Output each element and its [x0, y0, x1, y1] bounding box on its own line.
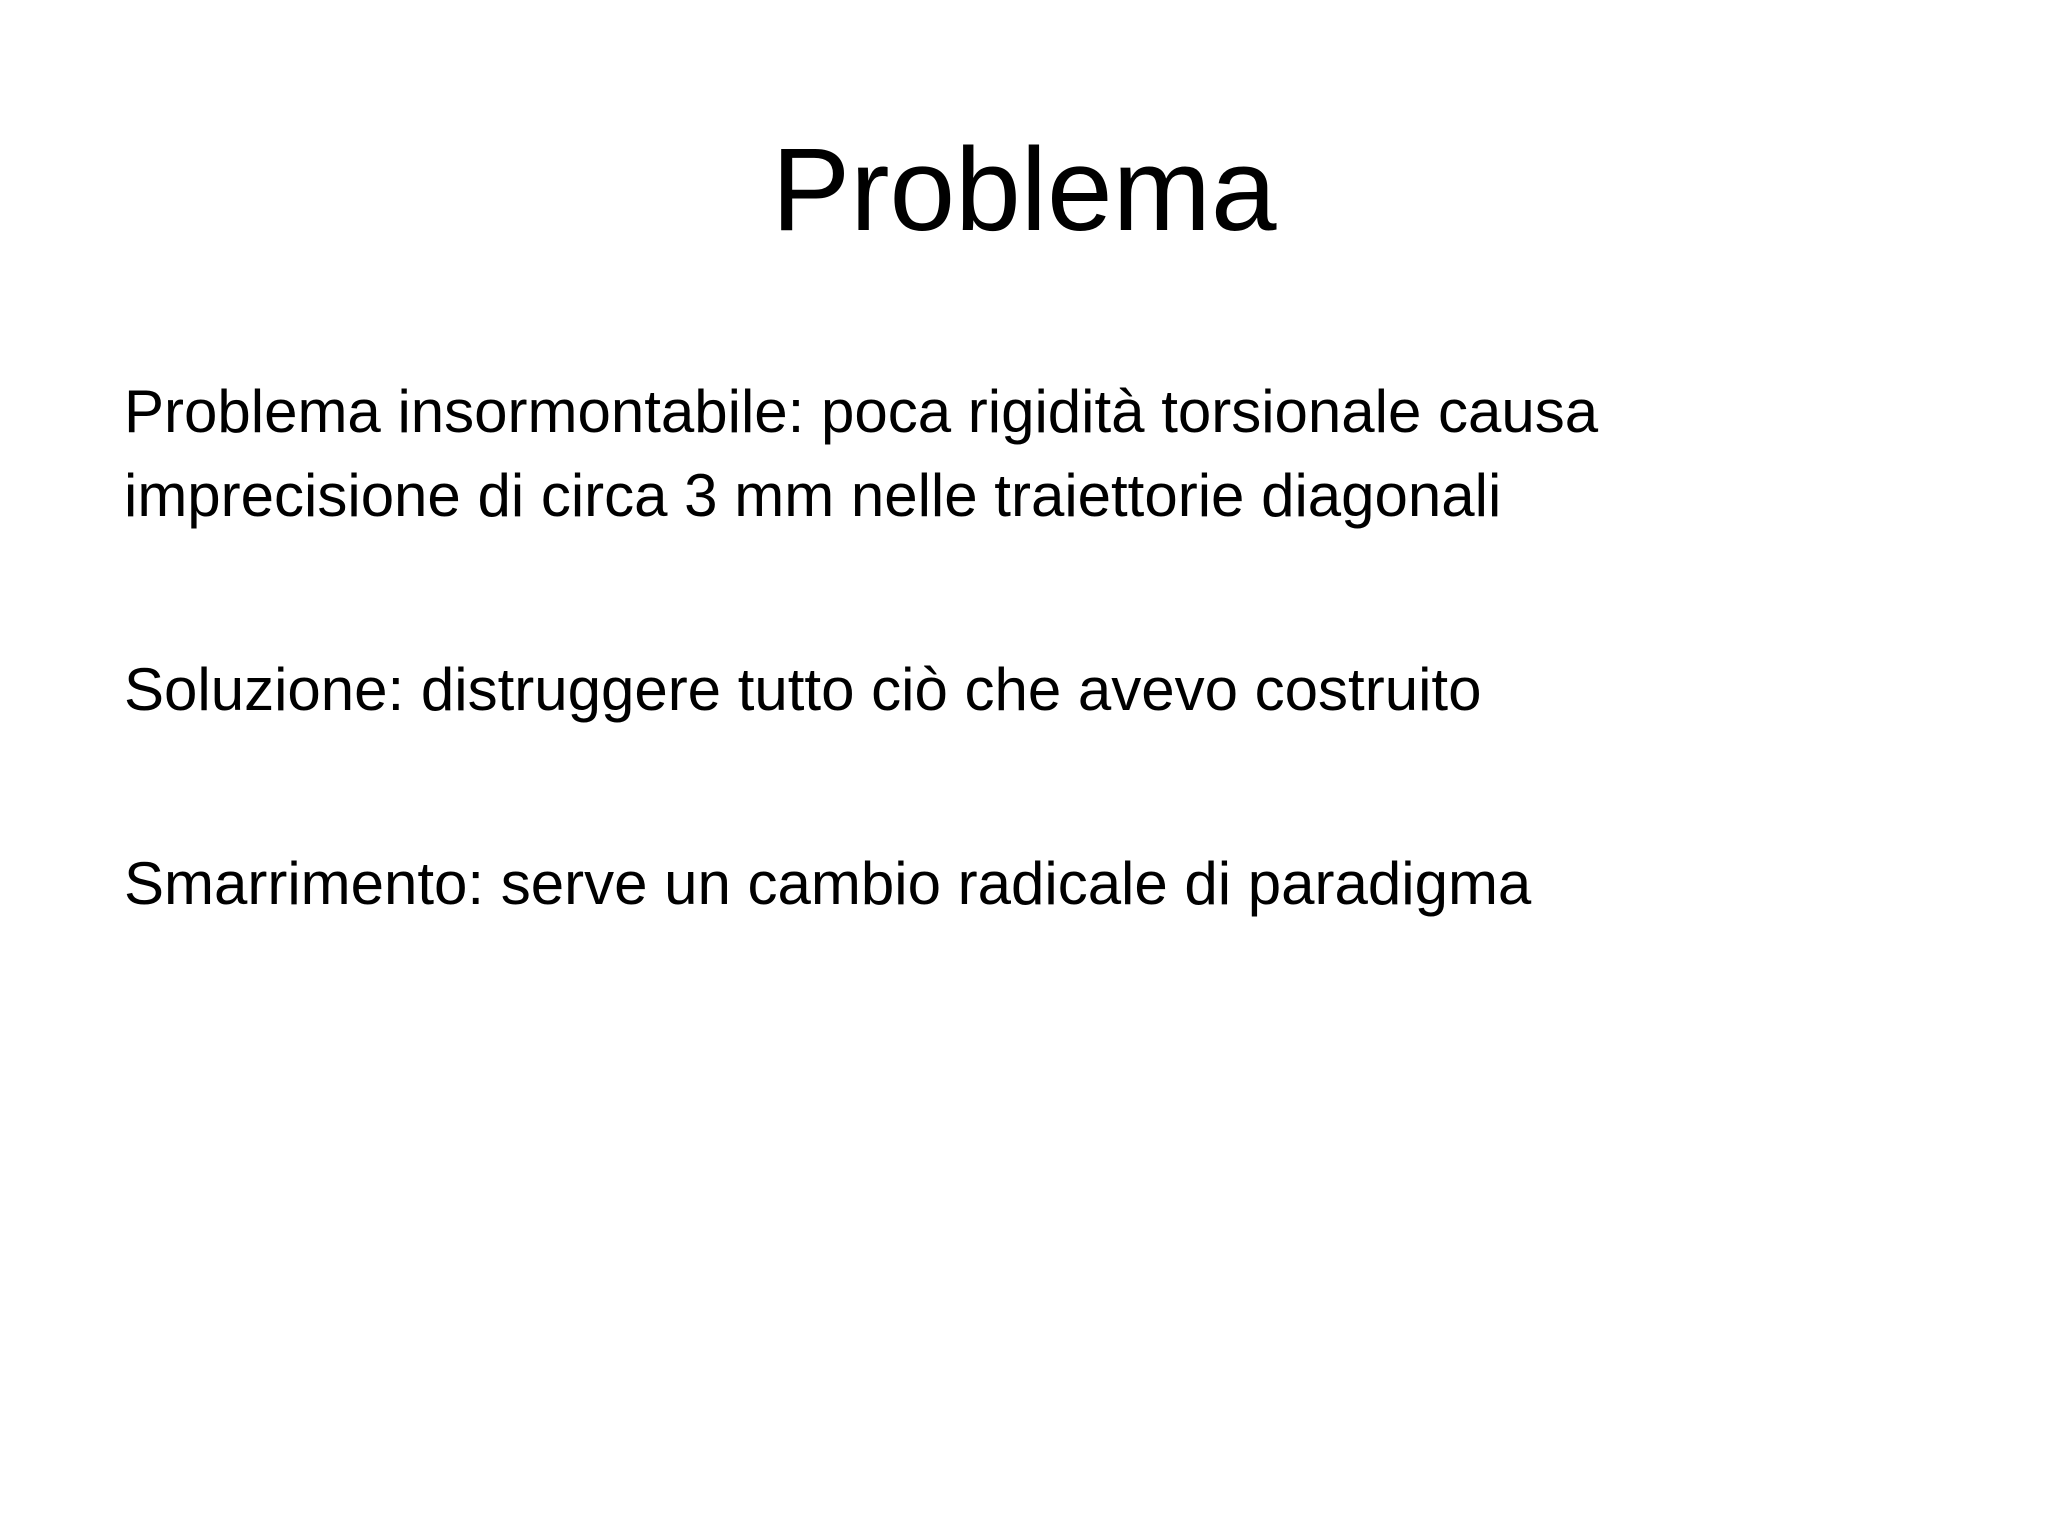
paragraph-solution: Soluzione: distruggere tutto ciò che avevo costruito	[124, 656, 1482, 723]
slide-body	[124, 370, 1944, 1036]
paragraph-confusion: Smarrimento: serve un cambio radicale di paradigma	[124, 850, 1532, 917]
slide-title: Problema	[771, 124, 1277, 256]
paragraph-problem: Problema insormontabile: poca rigidità torsionale causa imprecisione di circa 3 mm nelle traiettorie diagonali	[124, 378, 1599, 529]
